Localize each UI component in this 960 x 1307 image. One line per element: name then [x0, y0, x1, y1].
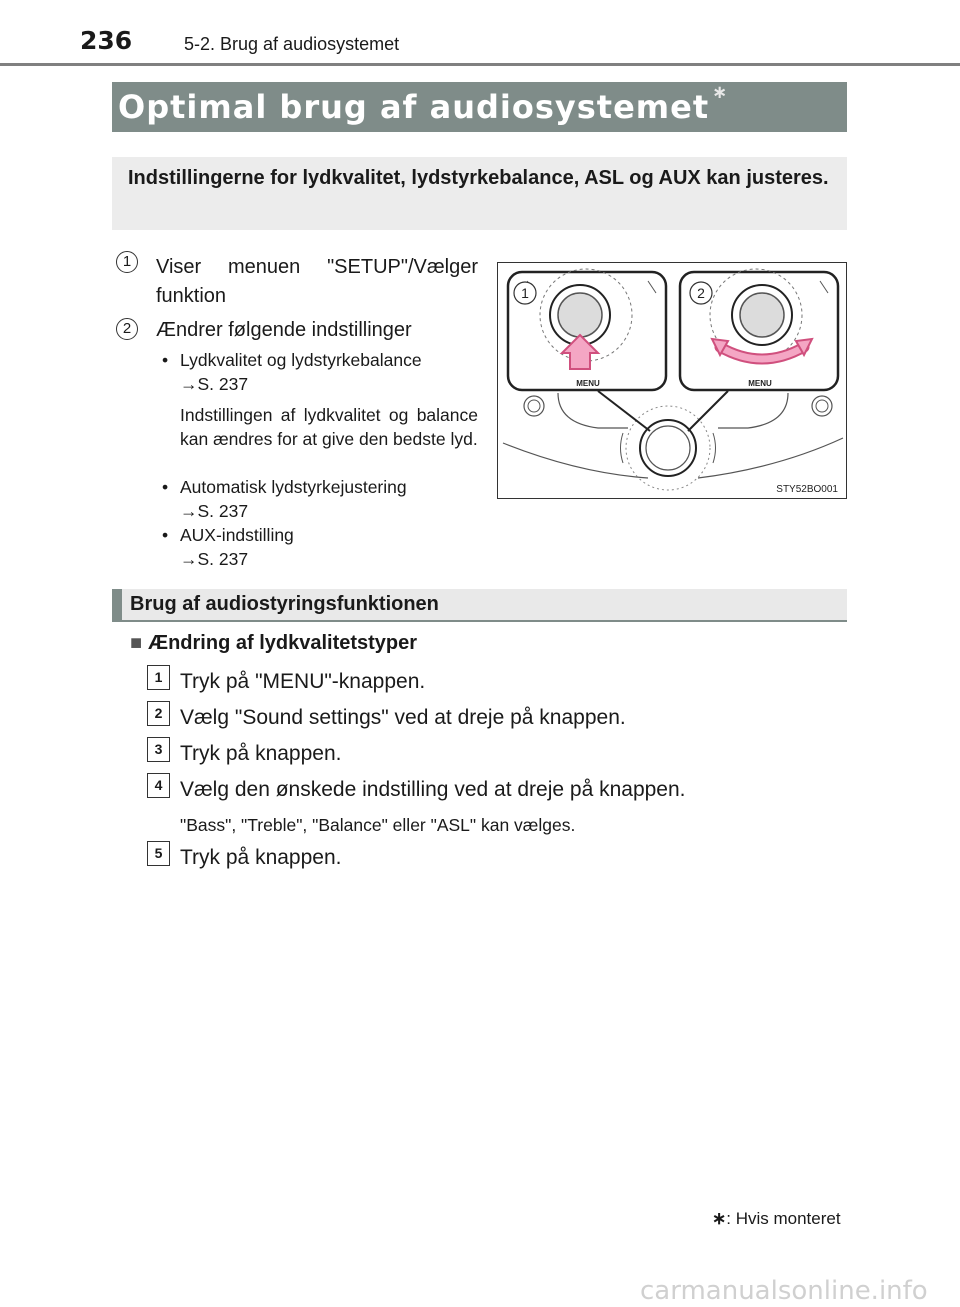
footnote-text: : Hvis monteret: [726, 1209, 841, 1228]
optional-marker: ∗: [712, 82, 729, 103]
bullet-1-text: Lydkvalitet og lydstyrkebalance: [180, 350, 422, 370]
figure-code: STY52BO001: [776, 484, 838, 495]
callout-1-number: 1: [116, 251, 138, 273]
subsection-title: Brug af audiostyringsfunktionen: [130, 593, 439, 615]
callout-2-number: 2: [116, 318, 138, 340]
bullet-marker: •: [162, 525, 169, 545]
step-2-number: 2: [147, 701, 170, 726]
audio-knob-illustration: [498, 263, 846, 498]
square-bullet-icon: ■: [130, 632, 143, 654]
bullet-marker: •: [162, 350, 169, 370]
figure-label-1: 1: [521, 285, 529, 301]
bullet-3-ref: →S. 237: [180, 549, 249, 569]
step-4-number: 4: [147, 773, 170, 798]
callout-2-text: Ændrer følgende indstillinger: [156, 319, 412, 341]
step-2-text: Vælg "Sound settings" ved at dreje på knappen.: [180, 706, 626, 729]
step-3-text: Tryk på knappen.: [180, 742, 342, 765]
callout-1-text: Viser menuen "SETUP"/Vælger funktion: [156, 256, 478, 307]
step-5-number: 5: [147, 841, 170, 866]
footnote-marker: ∗: [712, 1209, 727, 1228]
bullet-2-ref: →S. 237: [180, 501, 249, 521]
footnote: [712, 1209, 841, 1229]
subsection-accent: [112, 589, 122, 620]
step-4-text: Vælg den ønskede indstilling ved at dreje på knappen.: [180, 778, 686, 801]
step-1-text: Tryk på "MENU"-knappen.: [180, 670, 426, 693]
menu-label-left: MENU: [576, 379, 600, 388]
figure-label-2: 2: [697, 285, 705, 301]
procedure-heading-text: Ændring af lydkvalitetstyper: [148, 632, 418, 654]
bullet-marker: •: [162, 477, 169, 497]
header-divider: [0, 63, 960, 66]
step-3-number: 3: [147, 737, 170, 762]
bullet-3-text: AUX-indstilling: [180, 525, 294, 545]
step-4-note: "Bass", "Treble", "Balance" eller "ASL" kan vælges.: [180, 815, 576, 835]
audio-control-figure: [497, 262, 847, 499]
intro-text: Indstillingerne for lydkvalitet, lydstyrkebalance, ASL og AUX kan justeres.: [128, 167, 829, 189]
procedure-heading: [130, 632, 417, 655]
page-title-text: Optimal brug af audiosystemet: [118, 88, 710, 126]
section-reference: 5-2. Brug af audiosystemet: [184, 34, 400, 54]
bullet-2-text: Automatisk lydstyrkejustering: [180, 477, 407, 497]
page-title: [118, 82, 729, 126]
step-5-text: Tryk på knappen.: [180, 846, 342, 869]
menu-label-right: MENU: [748, 379, 772, 388]
watermark: carmanualsonline.info: [640, 1276, 928, 1306]
page-number: 236: [80, 26, 133, 55]
step-1-number: 1: [147, 665, 170, 690]
bullet-1-ref: →S. 237: [180, 374, 249, 394]
bullet-1-note: Indstillingen af lydkvalitet og balance kan ændres for at give den bedste lyd.: [180, 405, 478, 449]
